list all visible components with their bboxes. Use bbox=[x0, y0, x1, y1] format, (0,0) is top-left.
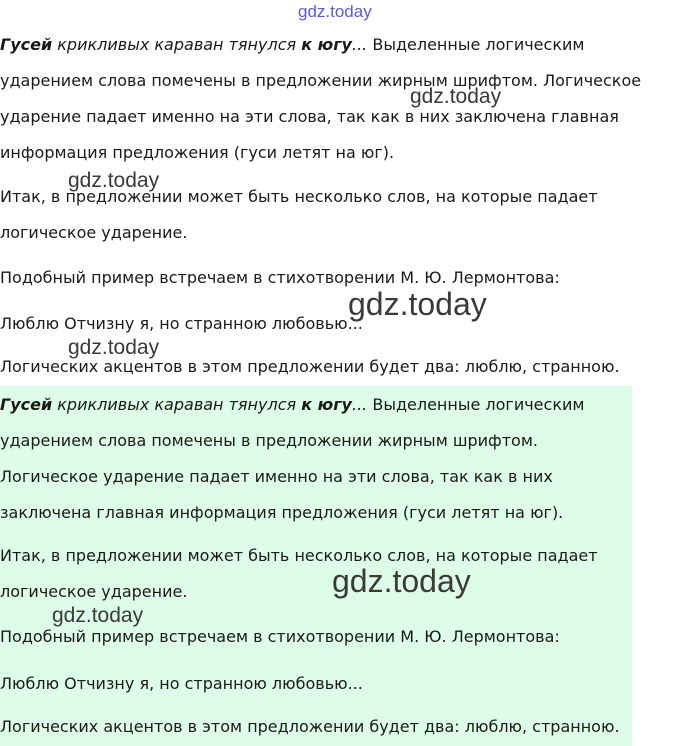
block2-paragraph-2: Итак, в предложении может быть несколько слов, на которые падает логическое ударение. bbox=[0, 546, 598, 601]
block2-paragraph-1 bbox=[0, 387, 612, 531]
block2-paragraph-3: Подобный пример встречаем в стихотворении М. Ю. Лермонтова: bbox=[0, 627, 560, 646]
watermark: gdz.today bbox=[332, 563, 471, 599]
block1-paragraph-4: Люблю Отчизну я, но странною любовью... bbox=[0, 314, 363, 333]
block2-paragraph-5: Логических акцентов в этом предложении будет два: люблю, странною. bbox=[0, 717, 620, 736]
highlighted-block bbox=[0, 386, 632, 746]
watermark: gdz.today bbox=[68, 169, 160, 192]
italic-ellipsis: ... bbox=[351, 35, 368, 54]
italic-text: крикливых караван тянулся bbox=[52, 35, 302, 54]
bold-word-1: Гусей bbox=[0, 35, 53, 54]
watermark: gdz.today bbox=[348, 286, 487, 322]
watermark: gdz.today bbox=[52, 604, 144, 627]
block1-paragraph-2: Итак, в предложении может быть несколько слов, на которые падает логическое ударение. bbox=[0, 187, 598, 242]
watermark: gdz.today bbox=[68, 336, 160, 359]
block1-paragraph-5: Логических акцентов в этом предложении будет два: люблю, странною. bbox=[0, 357, 620, 376]
block1-paragraph-3: Подобный пример встречаем в стихотворении М. Ю. Лермонтова: bbox=[0, 268, 560, 287]
bold-word-2: к югу bbox=[301, 395, 352, 414]
block1-paragraph-1 bbox=[0, 27, 678, 171]
paragraph-text: Выделенные логическим ударением слова помечены в предложении жирным шрифтом. Логическое ударение падает именно на эти слова, так как в них заключена главная информация предложения (гуси летят на юг). bbox=[0, 395, 585, 522]
block2-paragraph-4: Люблю Отчизну я, но странною любовью... bbox=[0, 674, 363, 693]
watermark-top: gdz.today bbox=[298, 2, 372, 21]
italic-ellipsis: ... bbox=[351, 395, 368, 414]
bold-word-1: Гусей bbox=[0, 395, 53, 414]
watermark: gdz.today bbox=[410, 85, 502, 108]
bold-word-2: к югу bbox=[301, 35, 352, 54]
paragraph-text: Выделенные логическим ударением слова помечены в предложении жирным шрифтом. Логическое ударение падает именно на эти слова, так как в них заключена главная информация предложения (гуси летят на юг). bbox=[0, 35, 642, 162]
italic-text: крикливых караван тянулся bbox=[52, 395, 302, 414]
